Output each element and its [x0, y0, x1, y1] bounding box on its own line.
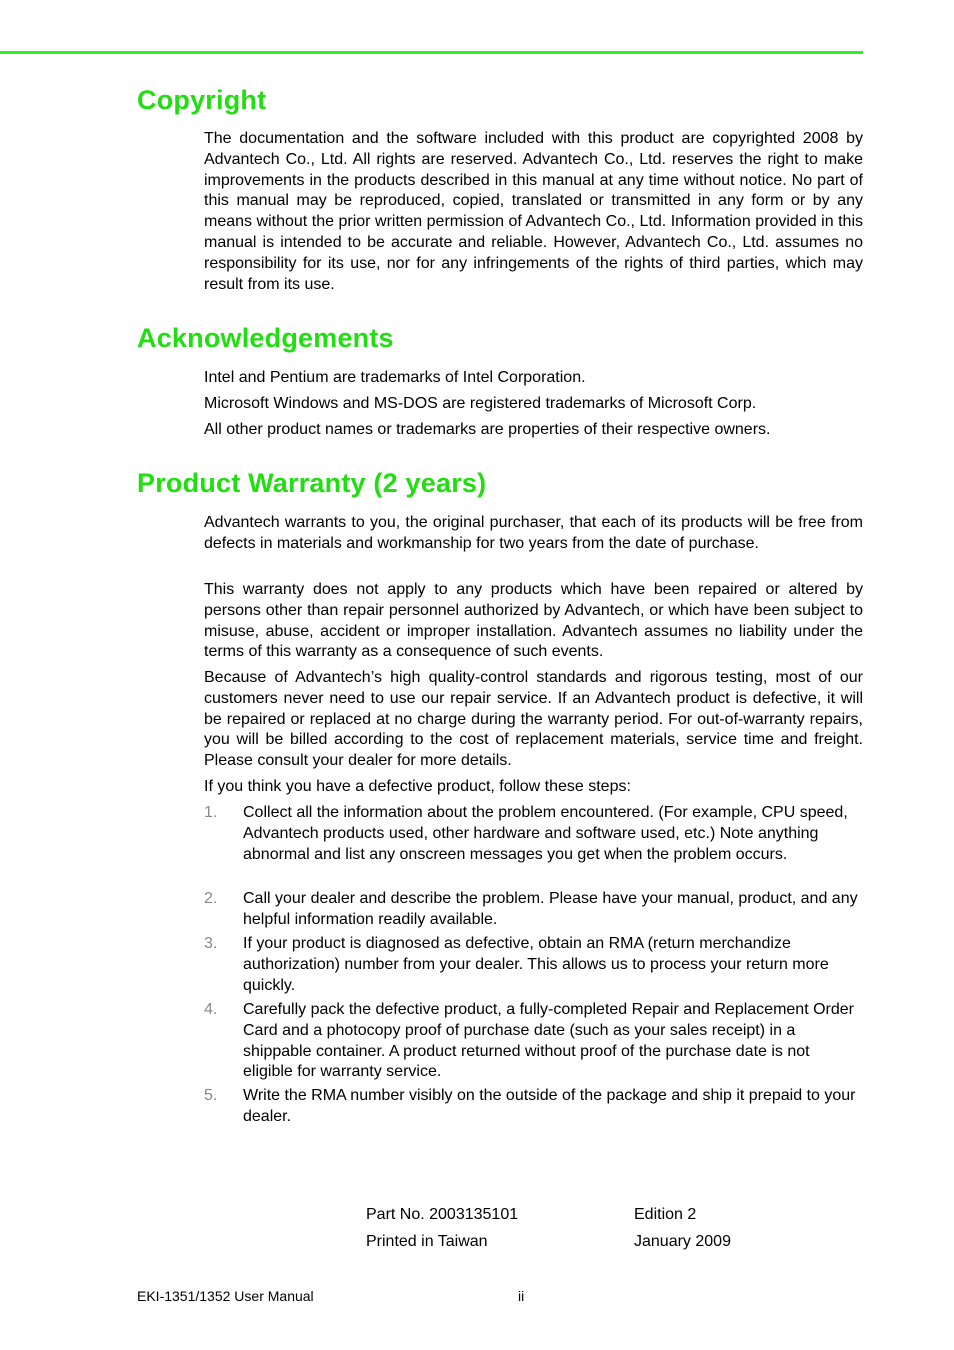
warranty-heading: Product Warranty (2 years) — [137, 468, 487, 498]
step-text: Collect all the information about the problem encountered. (For example, CPU speed, Advantech products used, other hardware and software used, etc.) Note anything abnormal and list any onscreen messages you get when the problem occurs. — [243, 804, 848, 863]
step-text: Write the RMA number visibly on the outside of the package and ship it prepaid to your dealer. — [243, 1087, 856, 1125]
warranty-paragraph: Because of Advantech’s high quality-control standards and rigorous testing, most of our customers never need to use our repair service. If an Advantech product is defective, it will be repaired or replaced at no charge during the warranty period. For out-of-warranty repairs, you will be billed according to the cost of replacement materials, service time and freight. Please consult your dealer for more details. — [204, 669, 863, 770]
step-number: 1. — [204, 804, 218, 821]
warranty-paragraph: Advantech warrants to you, the original purchaser, that each of its products will be free from defects in materials and workmanship for two years from the date of purchase. — [204, 514, 863, 552]
warranty-paragraph: If you think you have a defective product, follow these steps: — [204, 778, 631, 795]
top-rule — [0, 51, 863, 54]
step-text: If your product is diagnosed as defective, obtain an RMA (return merchandize authorization) number from your dealer. This allows us to process your return more quickly. — [243, 935, 829, 994]
acknowledgement-line: Microsoft Windows and MS-DOS are registered trademarks of Microsoft Corp. — [204, 395, 757, 412]
copyright-text: The documentation and the software included with this product are copyrighted 2008 by Advantech Co., Ltd. All rights are reserved. Advantech Co., Ltd. reserves the right to make improvements in the products described in this manual at any time without notice. No part of this manual may be reproduced, copied, translated or transmitted in any form or by any means without the prior written permission of Advantech Co., Ltd. Information provided in this manual is intended to be accurate and reliable. However, Advantech Co., Ltd. assumes no responsibility for its use, nor for any infringements of the rights of third parties, which may result from its use. — [204, 130, 863, 293]
footer-page-number: ii — [518, 1288, 525, 1304]
step-text: Carefully pack the defective product, a fully-completed Repair and Replacement Order Card and a photocopy proof of purchase date (such as your sales receipt) in a shippable container. A product returned without proof of the purchase date is not eligible for warranty service. — [243, 1001, 854, 1081]
acknowledgements-heading: Acknowledgements — [137, 323, 394, 353]
warranty-paragraph: This warranty does not apply to any products which have been repaired or altered by persons other than repair personnel authorized by Advantech, or which have been subject to misuse, abuse, accident or improper installation. Advantech assumes no liability under the terms of this warranty as a consequence of such events. — [204, 581, 863, 661]
step-text: Call your dealer and describe the problem. Please have your manual, product, and any helpful information readily available. — [243, 890, 858, 928]
step-number: 5. — [204, 1087, 218, 1104]
acknowledgement-line: Intel and Pentium are trademarks of Intel Corporation. — [204, 369, 586, 386]
acknowledgement-line: All other product names or trademarks are properties of their respective owners. — [204, 421, 771, 438]
step-number: 4. — [204, 1001, 218, 1018]
part-number: Part No. 2003135101 — [366, 1206, 519, 1223]
edition: Edition 2 — [634, 1206, 697, 1223]
step-number: 2. — [204, 890, 218, 907]
footer-manual-title: EKI-1351/1352 User Manual — [137, 1288, 314, 1304]
step-number: 3. — [204, 935, 218, 952]
printed-location: Printed in Taiwan — [366, 1233, 488, 1250]
copyright-heading: Copyright — [137, 85, 267, 115]
print-date: January 2009 — [634, 1233, 731, 1250]
